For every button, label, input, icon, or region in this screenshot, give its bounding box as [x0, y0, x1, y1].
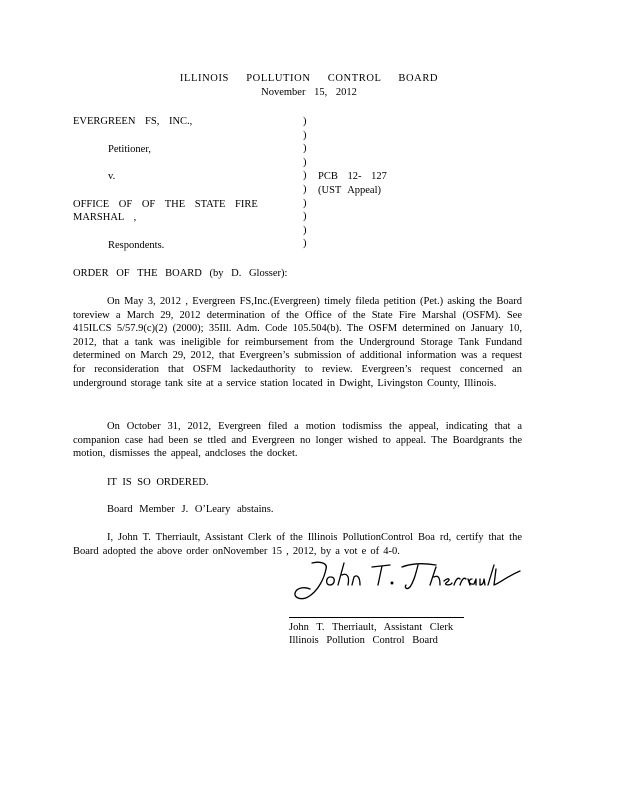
document-date [0, 86, 618, 99]
document-title [0, 72, 618, 85]
respondent-name-line2: MARSHAL , [73, 212, 137, 223]
caption-separator: ) ) ) ) ) ) ) ) ) ) [303, 116, 307, 250]
abstention-note: Board Member J. O’Leary abstains. [107, 504, 274, 515]
order-heading: ORDER OF THE BOARD (by D. Glosser): [73, 268, 288, 279]
petitioner-name: EVERGREEN FS, INC., [73, 116, 193, 127]
signature-line [289, 617, 464, 618]
order-paragraph-1: On May 3, 2012 , Evergreen FS,Inc.(Evergreen) timely fileda petition (Pet.) asking the Board toreview a March 29, 2012 determination of the Office of the State Fire Marshal (OSFM). See 415ILCS 5/57.9(c)(2) (2000); 35Ill. Adm. Code 105.504(b). The OSFM determined on January 10, 2012, that a tank was ineligible for reimbursement from the Underground Storage Tank Fundand determined on March 29, 2012, that Evergreen’s submission of additional information was a request for reconsideration that OSFM lackedauthority to review. Evergreen’s request concerned an underground storage tank site at a service station located in Dwight, Livingston County, Illinois. [73, 296, 522, 389]
certification-paragraph: I, John T. Therriault, Assistant Clerk of the Illinois PollutionControl Boa rd, certify that the Board adopted the above order onNovember 15 , 2012, by a vot e of 4-0. [73, 532, 522, 557]
respondent-name-line1: OFFICE OF OF THE STATE FIRE [73, 199, 258, 210]
clerk-name-title: John T. Therriault, Assistant Clerk [289, 622, 454, 633]
handwritten-signature [290, 555, 526, 605]
order-date: November 15, 2012 [261, 87, 357, 98]
board-title: ILLINOIS POLLUTION CONTROL BOARD [179, 73, 439, 84]
respondent-role: Respondents. [108, 240, 165, 251]
so-ordered: IT IS SO ORDERED. [107, 477, 209, 488]
case-type: (UST Appeal) [318, 185, 382, 196]
clerk-organization: Illinois Pollution Control Board [289, 635, 438, 646]
versus-label: v. [108, 171, 116, 182]
order-paragraph-2: On October 31, 2012, Evergreen filed a motion todismiss the appeal, indicating that a companion case had been se ttled and Evergreen no longer wished to appeal. The Boardgrants the motion, dismisses the appeal, andcloses the docket. [73, 421, 522, 460]
case-number: PCB 12- 127 [318, 171, 387, 182]
petitioner-role: Petitioner, [108, 144, 152, 155]
